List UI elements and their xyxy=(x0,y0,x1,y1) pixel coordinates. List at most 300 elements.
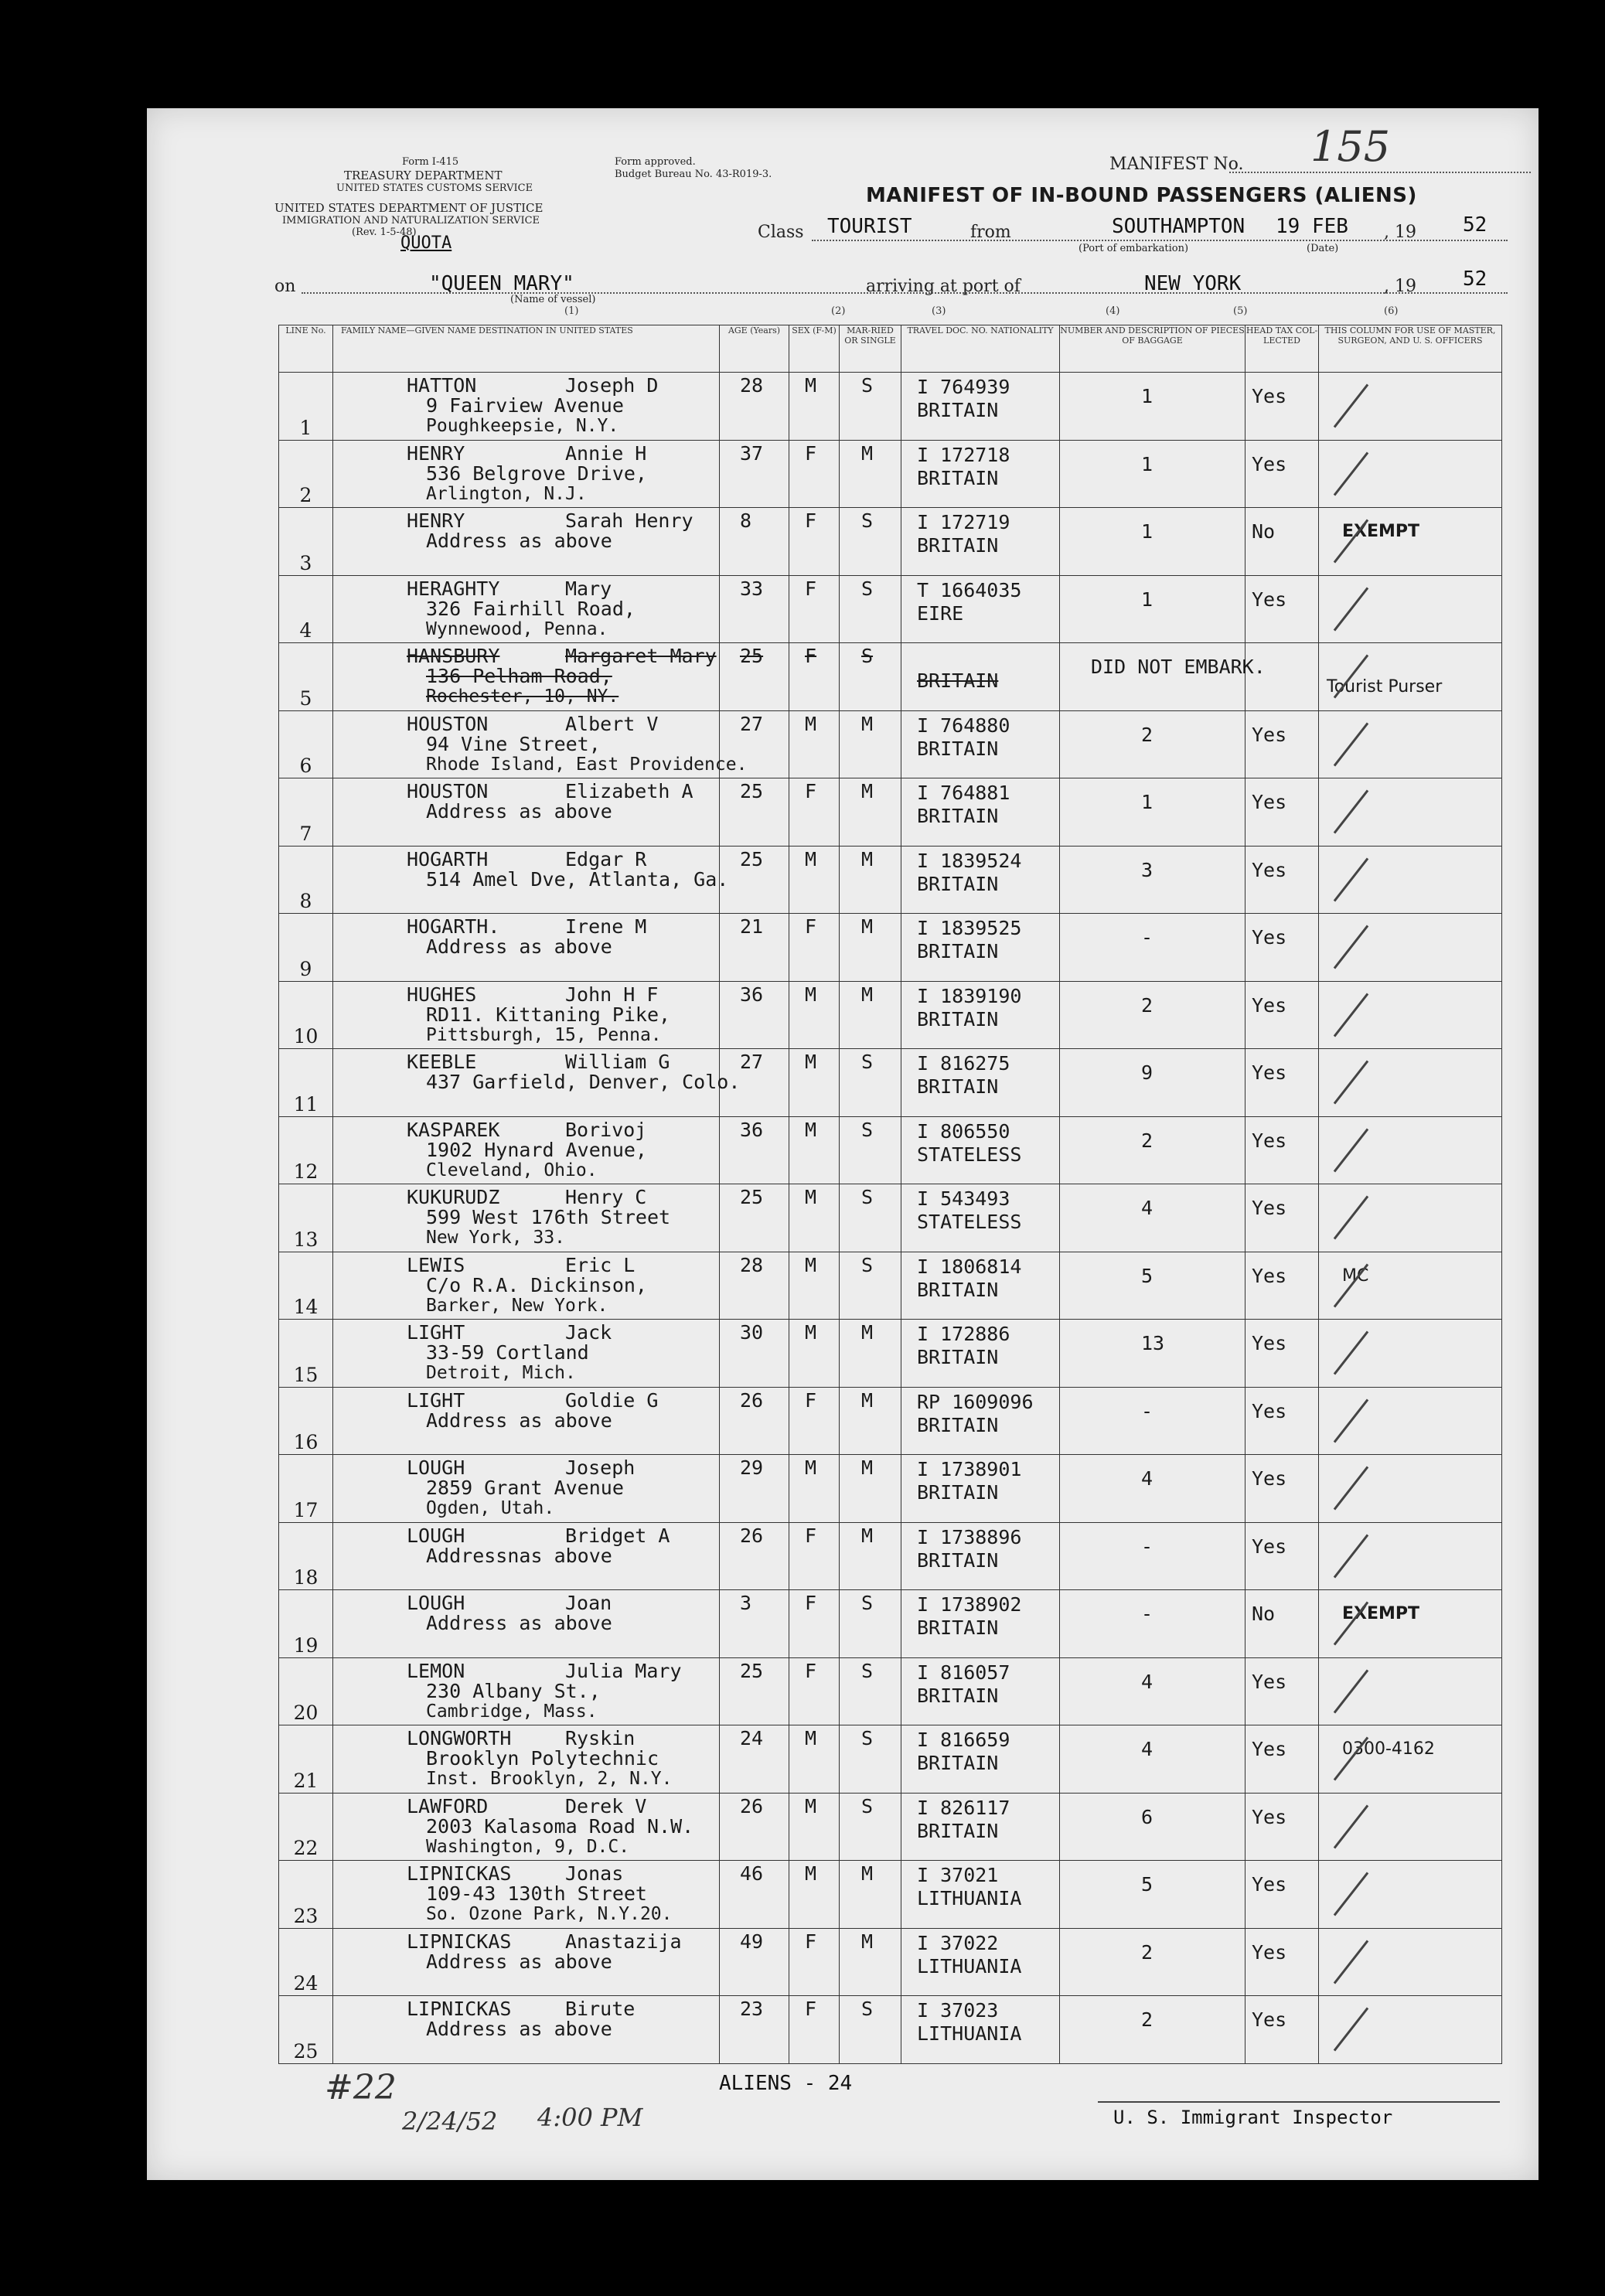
sex-cell: M xyxy=(789,1320,840,1388)
nationality: BRITAIN xyxy=(917,940,999,963)
age-cell: 29 xyxy=(720,1455,789,1523)
name-cell xyxy=(333,1725,720,1794)
address-line-2: Barker, New York. xyxy=(426,1295,608,1316)
travel-doc-number: I 172886 xyxy=(917,1323,1010,1346)
officer-notes-cell xyxy=(1319,1861,1502,1929)
head-tax-cell: Yes xyxy=(1245,914,1319,982)
given-name: Jonas xyxy=(565,1862,624,1886)
aliens-total: ALIENS - 24 xyxy=(719,2072,853,2095)
address-line-1: Address as above xyxy=(426,2018,612,2041)
given-name: Edgar R xyxy=(565,847,647,870)
sex-cell: F xyxy=(789,643,840,711)
baggage-cell: 1 xyxy=(1060,508,1245,576)
manifest-number: 155 xyxy=(1310,122,1391,171)
travel-doc-cell xyxy=(901,1387,1060,1455)
table-row xyxy=(279,1590,1502,1658)
baggage-cell: 1 xyxy=(1060,440,1245,508)
age-cell: 28 xyxy=(720,373,789,441)
line-number: 14 xyxy=(279,1252,333,1320)
sex-cell: F xyxy=(789,575,840,643)
table-row xyxy=(279,643,1502,711)
travel-doc-cell xyxy=(901,643,1060,711)
address-line-1: 94 Vine Street, xyxy=(426,732,601,755)
travel-doc-number: I 172718 xyxy=(917,443,1010,466)
age-cell: 25 xyxy=(720,846,789,914)
officer-notes-cell xyxy=(1319,1928,1502,1996)
officer-notes-cell xyxy=(1319,643,1502,711)
address-line-2: Rhode Island, East Providence. xyxy=(426,754,748,775)
handwritten-time: 4:00 PM xyxy=(537,2103,643,2132)
given-name: Derek V xyxy=(565,1794,647,1817)
marital-cell: M xyxy=(840,440,901,508)
handwritten-note: #22 xyxy=(325,2068,397,2107)
travel-doc-cell xyxy=(901,1793,1060,1861)
officer-notes-cell xyxy=(1319,1049,1502,1117)
given-name: John H F xyxy=(565,983,659,1006)
head-tax-cell: Yes xyxy=(1245,373,1319,441)
marital-cell: M xyxy=(840,846,901,914)
travel-doc-number: I 816659 xyxy=(917,1729,1010,1752)
col-num-6: (6) xyxy=(1384,305,1399,317)
port-caption: (Port of embarkation) xyxy=(1079,243,1189,254)
tick-mark xyxy=(1334,1669,1368,1713)
given-name: Borivoj xyxy=(565,1118,647,1141)
name-cell xyxy=(333,1590,720,1658)
col-num-4: (4) xyxy=(1106,305,1120,317)
travel-doc-cell xyxy=(901,1252,1060,1320)
marital-cell: S xyxy=(840,1657,901,1725)
marital-cell: S xyxy=(840,508,901,576)
tick-mark xyxy=(1334,925,1368,969)
table-row xyxy=(279,778,1502,847)
officer-notes-cell xyxy=(1319,778,1502,847)
officer-notes-cell xyxy=(1319,1184,1502,1252)
inspector-line xyxy=(1098,2101,1500,2103)
age-cell: 25 xyxy=(720,1184,789,1252)
table-row xyxy=(279,1793,1502,1861)
head-tax-cell: Yes xyxy=(1245,1387,1319,1455)
sex-cell: M xyxy=(789,710,840,778)
marital-cell: S xyxy=(840,1590,901,1658)
travel-doc-cell xyxy=(901,846,1060,914)
family-name: LOUGH xyxy=(407,1524,465,1547)
col-tax: HEAD TAX COL-LECTED xyxy=(1245,325,1319,373)
col-age: AGE (Years) xyxy=(720,325,789,373)
line-number: 25 xyxy=(279,1996,333,2064)
name-cell xyxy=(333,1387,720,1455)
travel-doc-cell xyxy=(901,1725,1060,1794)
age-cell: 3 xyxy=(720,1590,789,1658)
name-cell xyxy=(333,1252,720,1320)
customs-service: UNITED STATES CUSTOMS SERVICE xyxy=(336,182,533,194)
travel-doc-number: I 1738901 xyxy=(917,1458,1022,1481)
nationality: BRITAIN xyxy=(917,1278,999,1301)
family-name: LIPNICKAS xyxy=(407,1930,512,1953)
table-row xyxy=(279,1320,1502,1388)
baggage-cell: - xyxy=(1060,1590,1245,1658)
table-row xyxy=(279,1252,1502,1320)
head-tax-cell: Yes xyxy=(1245,1861,1319,1929)
officer-notes-cell xyxy=(1319,1455,1502,1523)
name-cell xyxy=(333,1184,720,1252)
officer-notes-cell xyxy=(1319,1252,1502,1320)
address-line-1: RD11. Kittaning Pike, xyxy=(426,1003,671,1026)
family-name: LIPNICKAS xyxy=(407,1862,512,1886)
travel-doc-number: I 764881 xyxy=(917,782,1010,805)
line-number: 4 xyxy=(279,575,333,643)
address-line-1: Address as above xyxy=(426,1612,612,1635)
travel-doc-number: I 764880 xyxy=(917,714,1010,737)
name-cell xyxy=(333,846,729,914)
travel-doc-cell xyxy=(901,1590,1060,1658)
tick-mark xyxy=(1334,1061,1368,1105)
address-line-2: Cleveland, Ohio. xyxy=(426,1160,598,1180)
address-line-1: Address as above xyxy=(426,1409,612,1432)
name-cell xyxy=(333,1455,720,1523)
family-name: LIGHT xyxy=(407,1321,465,1344)
family-name: HUGHES xyxy=(407,983,477,1006)
name-cell xyxy=(333,778,720,847)
age-cell: 49 xyxy=(720,1928,789,1996)
manifest-label: MANIFEST No. xyxy=(1109,155,1244,174)
address-line-2: Inst. Brooklyn, 2, N.Y. xyxy=(426,1769,673,1790)
sex-cell: F xyxy=(789,1657,840,1725)
address-line-1: Brooklyn Polytechnic xyxy=(426,1747,659,1770)
name-cell xyxy=(333,1320,720,1388)
travel-doc-number: I 806550 xyxy=(917,1119,1010,1143)
ins-service: IMMIGRATION AND NATURALIZATION SERVICE xyxy=(282,215,540,227)
sex-cell: M xyxy=(789,373,840,441)
name-cell xyxy=(333,373,720,441)
travel-doc-cell xyxy=(901,914,1060,982)
tick-mark xyxy=(1334,1940,1368,1984)
arrival-port: NEW YORK xyxy=(1144,272,1242,295)
baggage-cell: - xyxy=(1060,1387,1245,1455)
travel-doc-cell xyxy=(901,508,1060,576)
sex-cell: M xyxy=(789,1252,840,1320)
address-line-1: 599 West 176th Street xyxy=(426,1206,671,1229)
baggage-cell: 1 xyxy=(1060,373,1245,441)
officer-notes-cell xyxy=(1319,981,1502,1049)
address-line-1: Address as above xyxy=(426,1950,612,1973)
family-name: HANSBURY xyxy=(407,645,500,668)
nationality: BRITAIN xyxy=(917,1007,999,1030)
travel-doc-cell xyxy=(901,710,1060,778)
sex-cell: F xyxy=(789,1590,840,1658)
head-tax-cell: Yes xyxy=(1245,1996,1319,2064)
nationality: BRITAIN xyxy=(917,737,999,760)
sex-cell: F xyxy=(789,1928,840,1996)
table-row xyxy=(279,1725,1502,1794)
travel-doc-cell xyxy=(901,575,1060,643)
travel-doc-cell xyxy=(901,1116,1060,1184)
nationality: BRITAIN xyxy=(917,669,999,693)
nationality: LITHUANIA xyxy=(917,1954,1022,1977)
address-line-2: Arlington, N.J. xyxy=(426,483,587,504)
marital-cell: S xyxy=(840,1996,901,2064)
age-cell: 25 xyxy=(720,643,789,711)
nationality: BRITAIN xyxy=(917,1684,999,1707)
table-row xyxy=(279,575,1502,643)
line-number: 3 xyxy=(279,508,333,576)
table-row xyxy=(279,1455,1502,1523)
officer-notes-cell xyxy=(1319,373,1502,441)
officer-notes-cell xyxy=(1319,1657,1502,1725)
vessel-caption: (Name of vessel) xyxy=(510,294,596,305)
name-cell xyxy=(333,1996,720,2064)
nationality: BRITAIN xyxy=(917,1075,999,1099)
table-row xyxy=(279,440,1502,508)
line-number: 5 xyxy=(279,643,333,711)
address-line-2: Detroit, Mich. xyxy=(426,1363,576,1384)
travel-doc-cell xyxy=(901,981,1060,1049)
officer-note: EXEMPT xyxy=(1342,1604,1420,1624)
line-number: 16 xyxy=(279,1387,333,1455)
travel-doc-number: T 1664035 xyxy=(917,578,1022,601)
given-name: Joan xyxy=(565,1592,612,1615)
marital-cell: M xyxy=(840,710,901,778)
family-name: LEMON xyxy=(407,1659,465,1682)
address-line-2: Wynnewood, Penna. xyxy=(426,618,608,639)
family-name: HOUSTON xyxy=(407,712,489,735)
manifest-title: MANIFEST OF IN-BOUND PASSENGERS (ALIENS) xyxy=(866,184,1417,207)
tick-mark xyxy=(1334,587,1368,631)
line-number: 22 xyxy=(279,1793,333,1861)
address-line-2: So. Ozone Park, N.Y.20. xyxy=(426,1904,673,1925)
col-baggage: NUMBER AND DESCRIPTION OF PIECES OF BAGGAGE xyxy=(1060,325,1245,373)
travel-doc-number: I 543493 xyxy=(917,1187,1010,1211)
baggage-cell: 5 xyxy=(1060,1861,1245,1929)
given-name: Henry C xyxy=(565,1186,647,1209)
nationality: BRITAIN xyxy=(917,872,999,895)
family-name: LIPNICKAS xyxy=(407,1998,512,2021)
head-tax-cell: Yes xyxy=(1245,710,1319,778)
age-cell: 8 xyxy=(720,508,789,576)
passenger-table xyxy=(278,325,1502,2064)
baggage-cell: 4 xyxy=(1060,1657,1245,1725)
nationality: BRITAIN xyxy=(917,1346,999,1369)
nationality: BRITAIN xyxy=(917,399,999,421)
line-number: 13 xyxy=(279,1184,333,1252)
handwritten-date: 2/24/52 xyxy=(402,2107,498,2136)
col-num-2: (2) xyxy=(831,305,846,317)
address-line-2: Cambridge, Mass. xyxy=(426,1701,598,1722)
travel-doc-number: I 764939 xyxy=(917,376,1010,398)
travel-doc-number: I 1806814 xyxy=(917,1255,1022,1278)
address-line-2: Washington, 9, D.C. xyxy=(426,1836,630,1857)
officer-note: 0300-4162 xyxy=(1342,1739,1435,1759)
name-cell xyxy=(333,914,720,982)
travel-doc-number: I 37022 xyxy=(917,1931,999,1954)
inspector-caption: U. S. Immigrant Inspector xyxy=(1113,2107,1393,2128)
age-cell: 26 xyxy=(720,1387,789,1455)
nationality: BRITAIN xyxy=(917,1548,999,1572)
table-row xyxy=(279,981,1502,1049)
officer-note: EXEMPT xyxy=(1342,522,1420,542)
travel-doc-number: I 37023 xyxy=(917,1999,999,2022)
tick-mark xyxy=(1334,383,1368,428)
table-row xyxy=(279,1996,1502,2064)
year-value-2: 52 xyxy=(1463,267,1487,291)
name-cell xyxy=(333,710,748,778)
marital-cell: S xyxy=(840,1793,901,1861)
family-name: HERAGHTY xyxy=(407,577,500,600)
head-tax-cell: Yes xyxy=(1245,981,1319,1049)
nationality: BRITAIN xyxy=(917,466,999,489)
year-prefix: , 19 xyxy=(1384,223,1416,242)
year-value: 52 xyxy=(1463,213,1487,237)
baggage-cell: 1 xyxy=(1060,778,1245,847)
sex-cell: F xyxy=(789,1996,840,2064)
sex-cell: M xyxy=(789,1455,840,1523)
sex-cell: M xyxy=(789,1725,840,1794)
travel-doc-cell xyxy=(901,1996,1060,2064)
sex-cell: M xyxy=(789,1861,840,1929)
travel-doc-cell xyxy=(901,1049,1060,1117)
given-name: Annie H xyxy=(565,441,647,465)
travel-doc-number: I 1839190 xyxy=(917,984,1022,1007)
line-number: 6 xyxy=(279,710,333,778)
vessel-line xyxy=(302,292,1508,294)
travel-doc-cell xyxy=(901,778,1060,847)
tick-mark xyxy=(1334,722,1368,766)
name-cell xyxy=(333,643,720,711)
line-number: 2 xyxy=(279,440,333,508)
line-number: 24 xyxy=(279,1928,333,1996)
address-line-1: 230 Albany St., xyxy=(426,1679,601,1702)
col-married: MAR-RIED OR SINGLE xyxy=(840,325,901,373)
given-name: Sarah Henry xyxy=(565,509,693,533)
officer-notes-cell xyxy=(1319,710,1502,778)
class-label: Class xyxy=(758,223,804,242)
marital-cell: S xyxy=(840,575,901,643)
sex-cell: M xyxy=(789,1184,840,1252)
baggage-cell: 4 xyxy=(1060,1455,1245,1523)
name-cell xyxy=(333,508,720,576)
name-cell xyxy=(333,1657,720,1725)
nationality: BRITAIN xyxy=(917,1481,999,1504)
name-cell xyxy=(333,1116,720,1184)
from-value: SOUTHAMPTON xyxy=(1112,215,1245,238)
address-line-1: 1902 Hynard Avenue, xyxy=(426,1138,647,1161)
name-cell xyxy=(333,575,720,643)
form-approved: Form approved. xyxy=(615,156,696,168)
line-number: 9 xyxy=(279,914,333,982)
sex-cell: F xyxy=(789,508,840,576)
officer-notes-cell xyxy=(1319,1387,1502,1455)
head-tax-cell: No xyxy=(1245,1590,1319,1658)
officer-notes-cell xyxy=(1319,1725,1502,1794)
baggage-cell: 2 xyxy=(1060,1928,1245,1996)
officer-notes-cell xyxy=(1319,1320,1502,1388)
age-cell: 23 xyxy=(720,1996,789,2064)
given-name: Goldie G xyxy=(565,1388,659,1412)
class-line xyxy=(812,240,1508,241)
tick-mark xyxy=(1334,1128,1368,1172)
travel-doc-number: I 1839525 xyxy=(917,917,1022,940)
family-name: HENRY xyxy=(407,509,465,533)
table-row xyxy=(279,1522,1502,1590)
tick-mark xyxy=(1334,1467,1368,1511)
travel-doc-cell xyxy=(901,1320,1060,1388)
sex-cell: M xyxy=(789,846,840,914)
nationality: BRITAIN xyxy=(917,1413,999,1436)
travel-doc-number: I 1839524 xyxy=(917,849,1022,872)
marital-cell: S xyxy=(840,1725,901,1794)
table-row xyxy=(279,508,1502,576)
family-name: LAWFORD xyxy=(407,1794,489,1817)
line-number: 20 xyxy=(279,1657,333,1725)
nationality: BRITAIN xyxy=(917,534,999,557)
age-cell: 25 xyxy=(720,1657,789,1725)
given-name: Eric L xyxy=(565,1253,636,1276)
col-num-5: (5) xyxy=(1233,305,1248,317)
col-line: LINE No. xyxy=(279,325,333,373)
baggage-cell: 1 xyxy=(1060,575,1245,643)
baggage-cell: 2 xyxy=(1060,710,1245,778)
budget-bureau: Budget Bureau No. 43-R019-3. xyxy=(615,169,772,180)
name-cell xyxy=(333,1049,741,1117)
table-row xyxy=(279,1657,1502,1725)
from-label: from xyxy=(970,223,1011,242)
marital-cell: S xyxy=(840,373,901,441)
travel-doc-cell xyxy=(901,373,1060,441)
baggage-cell: 2 xyxy=(1060,1116,1245,1184)
date-caption: (Date) xyxy=(1307,243,1339,254)
nationality: BRITAIN xyxy=(917,1616,999,1640)
head-tax-cell: Yes xyxy=(1245,1725,1319,1794)
table-row xyxy=(279,373,1502,441)
given-name: Albert V xyxy=(565,712,659,735)
address-line-2: Poughkeepsie, N.Y. xyxy=(426,416,619,436)
given-name: Jack xyxy=(565,1321,612,1344)
family-name: HENRY xyxy=(407,441,465,465)
line-number: 15 xyxy=(279,1320,333,1388)
address-line-1: 2003 Kalasoma Road N.W. xyxy=(426,1814,694,1838)
table-row xyxy=(279,1861,1502,1929)
age-cell: 27 xyxy=(720,710,789,778)
baggage-cell: 3 xyxy=(1060,846,1245,914)
family-name: KEEBLE xyxy=(407,1051,477,1074)
table-row xyxy=(279,914,1502,982)
nationality: STATELESS xyxy=(917,1143,1022,1166)
tick-mark xyxy=(1334,451,1368,496)
marital-cell: M xyxy=(840,1522,901,1590)
travel-doc-number: I 37021 xyxy=(917,1864,999,1887)
given-name: Joseph D xyxy=(565,374,659,397)
line-number: 23 xyxy=(279,1861,333,1929)
manifest-line xyxy=(1229,172,1531,173)
officer-notes-cell xyxy=(1319,914,1502,982)
officer-notes-cell xyxy=(1319,1793,1502,1861)
head-tax-cell: Yes xyxy=(1245,575,1319,643)
tick-mark xyxy=(1334,1398,1368,1443)
tick-mark xyxy=(1334,1534,1368,1578)
marital-cell: S xyxy=(840,1252,901,1320)
baggage-cell: DID NOT EMBARK. xyxy=(1060,643,1245,711)
line-number: 1 xyxy=(279,373,333,441)
table-row xyxy=(279,1387,1502,1455)
address-line-1: 33-59 Cortland xyxy=(426,1341,589,1364)
given-name: Anastazija xyxy=(565,1930,682,1953)
given-name: Mary xyxy=(565,577,612,600)
head-tax-cell: Yes xyxy=(1245,1793,1319,1861)
col-officers: THIS COLUMN FOR USE OF MASTER, SURGEON, AND U. S. OFFICERS xyxy=(1319,325,1502,373)
address-line-1: C/o R.A. Dickinson, xyxy=(426,1273,647,1296)
marital-cell: S xyxy=(840,1049,901,1117)
line-number: 12 xyxy=(279,1116,333,1184)
col-name: FAMILY NAME—GIVEN NAME DESTINATION IN UNITED STATES xyxy=(333,325,720,373)
